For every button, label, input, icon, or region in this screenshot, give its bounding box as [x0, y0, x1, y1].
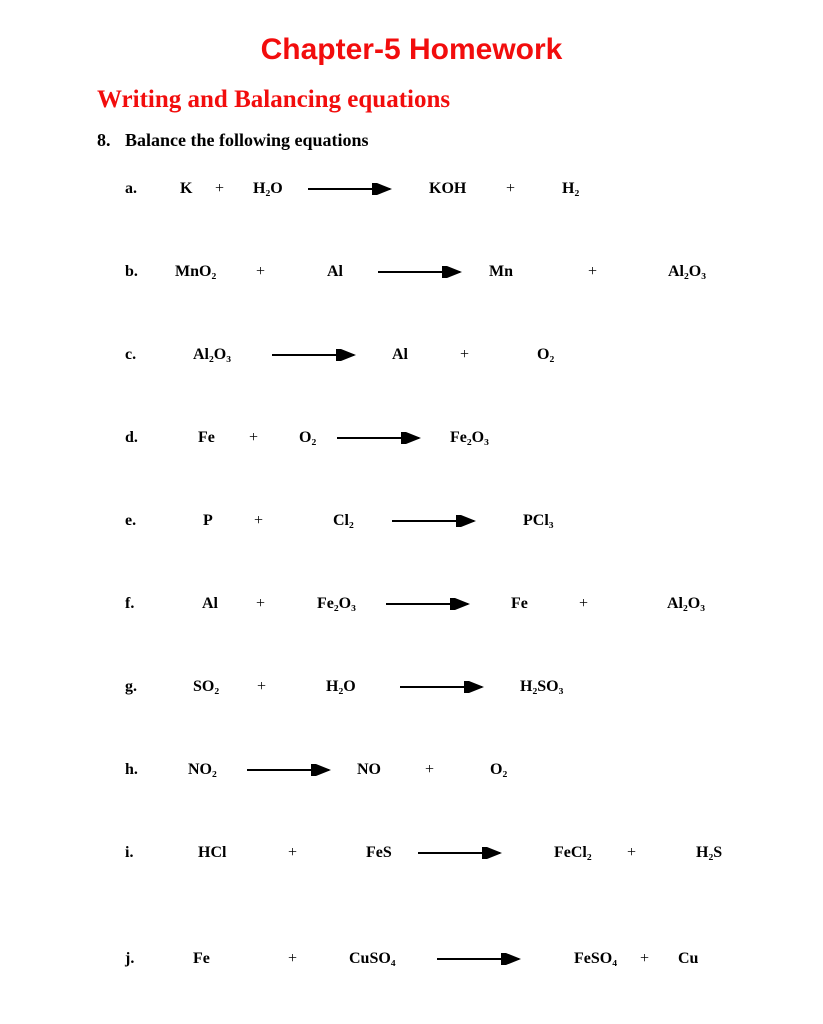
plus-sign: + — [257, 678, 267, 695]
equation-i — [0, 841, 823, 865]
equation-label: e. — [125, 512, 137, 529]
product-term: O₂ — [490, 761, 508, 778]
reaction-arrow-icon — [400, 681, 484, 693]
product-term: H₂SO₃ — [520, 678, 564, 695]
equation-b — [0, 260, 823, 284]
plus-sign: + — [579, 595, 589, 612]
reactant-term: CuSO₄ — [349, 950, 396, 967]
equation-label: d. — [125, 429, 138, 446]
plus-sign: + — [627, 844, 637, 861]
equation-c — [0, 343, 823, 367]
plus-sign: + — [640, 950, 650, 967]
equation-h — [0, 758, 823, 782]
reactant-term: MnO₂ — [175, 263, 217, 280]
page-title: Chapter-5 Homework — [260, 33, 563, 66]
reaction-arrow-icon — [308, 183, 392, 195]
reaction-arrow-icon — [378, 266, 462, 278]
equation-label: i. — [125, 844, 134, 861]
plus-sign: + — [425, 761, 435, 778]
equation-label: j. — [125, 950, 135, 967]
product-term: PCl₃ — [523, 512, 554, 529]
reactant-term: HCl — [198, 844, 227, 861]
plus-sign: + — [588, 263, 598, 280]
plus-sign: + — [254, 512, 264, 529]
product-term: FeSO₄ — [574, 950, 618, 967]
equation-a — [0, 177, 823, 201]
reaction-arrow-icon — [392, 515, 476, 527]
product-term: H₂S — [696, 844, 723, 861]
reactant-term: H₂O — [253, 180, 283, 197]
equation-e — [0, 509, 823, 533]
reactant-term: Al₂O₃ — [193, 346, 232, 363]
plus-sign: + — [288, 950, 298, 967]
reactant-term: Fe — [193, 950, 210, 967]
equation-label: h. — [125, 761, 138, 778]
question-header — [97, 130, 369, 151]
plus-sign: + — [249, 429, 259, 446]
product-term: Al — [392, 346, 408, 363]
plus-sign: + — [288, 844, 298, 861]
plus-sign: + — [256, 595, 266, 612]
product-term: Fe — [511, 595, 528, 612]
product-term: Cu — [678, 950, 699, 967]
product-term: Mn — [489, 263, 513, 280]
equation-label: c. — [125, 346, 137, 363]
reactant-term: P — [203, 512, 213, 529]
reactant-term: FeS — [366, 844, 392, 861]
reactant-term: Cl₂ — [333, 512, 354, 529]
reaction-arrow-icon — [247, 764, 331, 776]
product-term: Al₂O₃ — [668, 263, 707, 280]
product-term: KOH — [429, 180, 467, 197]
reactant-term: NO₂ — [188, 761, 217, 778]
reactant-term: Fe₂O₃ — [317, 595, 356, 612]
reactant-term: H₂O — [326, 678, 356, 695]
product-term: NO — [357, 761, 381, 778]
question-text: Balance the following equations — [125, 130, 369, 150]
product-term: FeCl₂ — [554, 844, 592, 861]
equation-label: b. — [125, 263, 138, 280]
equation-g — [0, 675, 823, 699]
plus-sign: + — [460, 346, 470, 363]
question-number: 8. — [97, 130, 111, 150]
section-subtitle: Writing and Balancing equations — [97, 86, 451, 113]
reactant-term: Al — [327, 263, 343, 280]
reactant-term: SO₂ — [193, 678, 220, 695]
equation-f — [0, 592, 823, 616]
reaction-arrow-icon — [437, 953, 521, 965]
equation-label: a. — [125, 180, 137, 197]
product-term: Al₂O₃ — [667, 595, 706, 612]
plus-sign: + — [506, 180, 516, 197]
equation-d — [0, 426, 823, 450]
reaction-arrow-icon — [386, 598, 470, 610]
reactant-term: Al — [202, 595, 218, 612]
product-term: H₂ — [562, 180, 580, 197]
reactant-term: O₂ — [299, 429, 317, 446]
equation-label: g. — [125, 678, 137, 695]
reaction-arrow-icon — [272, 349, 356, 361]
plus-sign: + — [215, 180, 225, 197]
reactant-term: Fe — [198, 429, 215, 446]
reaction-arrow-icon — [337, 432, 421, 444]
reactant-term: K — [180, 180, 193, 197]
equation-label: f. — [125, 595, 135, 612]
equation-j — [0, 947, 823, 971]
product-term: O₂ — [537, 346, 555, 363]
plus-sign: + — [256, 263, 266, 280]
product-term: Fe₂O₃ — [450, 429, 489, 446]
reaction-arrow-icon — [418, 847, 502, 859]
